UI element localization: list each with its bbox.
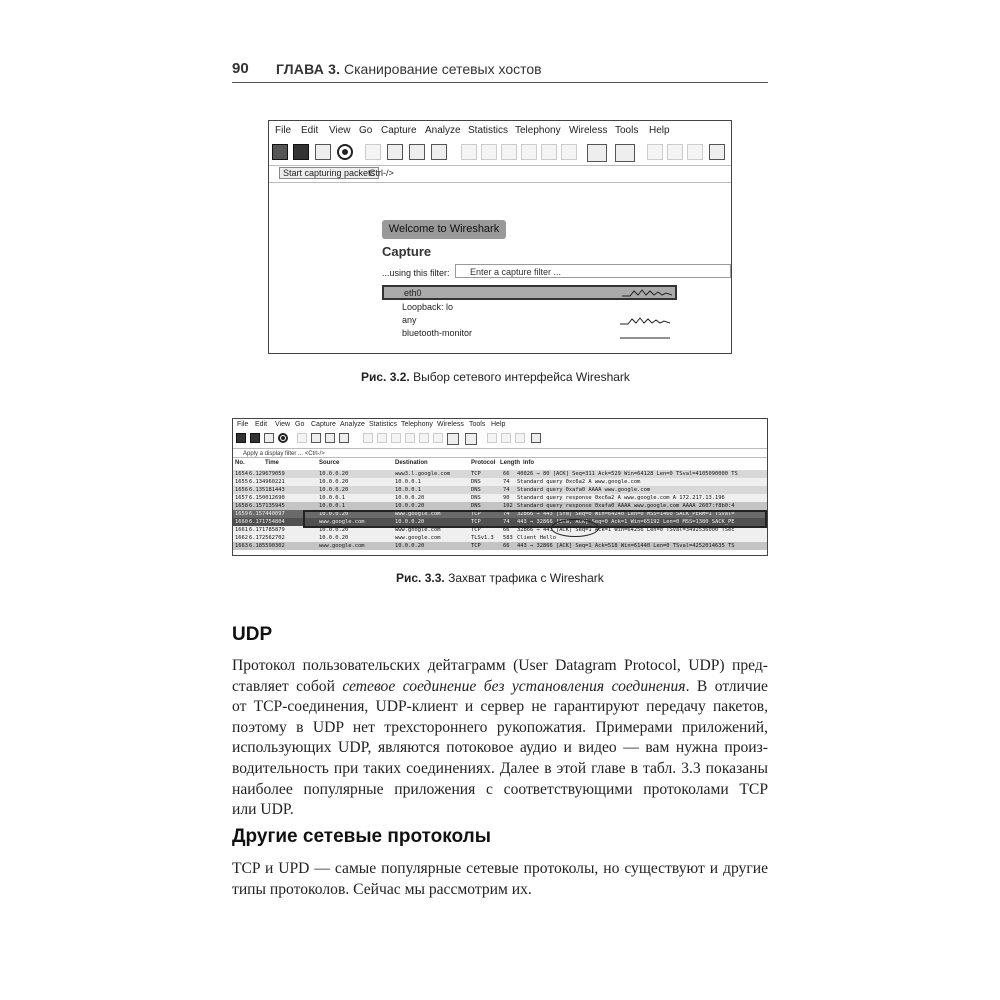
text-line: Протокол пользовательских дейтаграмм (User Datagram Protocol, UDP) пред- <box>232 657 768 674</box>
last-icon[interactable] <box>433 433 443 443</box>
interface-row-any[interactable] <box>382 315 731 327</box>
packet-row[interactable] <box>233 510 767 518</box>
save-file-icon[interactable] <box>311 433 321 443</box>
column-no[interactable]: No. <box>235 460 245 466</box>
packet-cell-len: 102 <box>503 503 513 509</box>
caption-number: Рис. 3.2. <box>361 370 410 384</box>
packet-cell-proto: TCP <box>471 519 481 525</box>
packet-cell-no: 1662 <box>235 535 248 541</box>
packet-row[interactable] <box>233 478 767 486</box>
save-file-icon[interactable] <box>387 144 403 160</box>
autoscroll-icon[interactable] <box>447 433 459 445</box>
packet-cell-no: 1658 <box>235 503 248 509</box>
packet-cell-time: 6.150012690 <box>249 495 285 501</box>
text-line: наиболее популярные приложения с соответствующими протоколами TCP <box>232 780 768 798</box>
packet-cell-info: 443 → 32866 [ACK] Seq=1 Ack=518 Win=61440 Len=0 TSval=4252014635 TS <box>517 543 735 549</box>
packet-cell-len: 66 <box>503 543 510 549</box>
packet-cell-src: 10.0.0.1 <box>319 495 345 501</box>
packet-cell-info: Standard query 0xc6a2 A www.google.com <box>517 479 641 485</box>
packet-row[interactable] <box>233 494 767 502</box>
sparkline-icon <box>622 288 672 298</box>
packet-list-header <box>233 460 767 469</box>
column-source[interactable]: Source <box>319 460 340 466</box>
packet-row[interactable] <box>233 542 767 550</box>
menu-item-view[interactable]: View <box>275 421 291 428</box>
open-file-icon[interactable] <box>365 144 381 160</box>
packet-cell-no: 1657 <box>235 495 248 501</box>
normal-size-icon[interactable] <box>515 433 525 443</box>
find-icon[interactable] <box>363 433 373 443</box>
packet-cell-src: 10.0.0.20 <box>319 527 349 533</box>
zoom-in-icon[interactable] <box>647 144 663 160</box>
text-line: от TCP-соединения, UDP-клиент и сервер не гарантируют передачу пакетов, <box>232 698 768 716</box>
goto-icon[interactable] <box>405 433 415 443</box>
tooltip-start-capturing: Start capturing packets <box>279 167 379 179</box>
text-line: типы протоколов. Сейчас мы рассмотрим их. <box>232 880 532 898</box>
menu-item-help[interactable]: Help <box>649 125 670 136</box>
chapter-title: Сканирование сетевых хостов <box>344 61 542 77</box>
packet-cell-info: Standard query response 0xafa0 AAAA www.google.com AAAA 2607:f8b0:4 <box>517 503 735 509</box>
packet-cell-dst: 10.0.0.20 <box>395 519 425 525</box>
capture-options-icon[interactable] <box>337 144 353 160</box>
packet-cell-time: 6.185590302 <box>249 543 285 549</box>
reload-icon[interactable] <box>431 144 447 160</box>
text-line: использующих UDP, являются потоковое аудио и видео — вам нужна произ- <box>232 739 768 757</box>
packet-cell-len: 74 <box>503 479 510 485</box>
packet-cell-proto: TCP <box>471 511 481 517</box>
packet-cell-dst: www.google.com <box>395 535 441 541</box>
packet-cell-info: 32866 → 443 [ACK] Seq=1 Ack=1 Win=64256 Len=0 TSval=3492536000 TSec <box>517 527 735 533</box>
figure-wireshark-capture <box>232 418 768 556</box>
packet-cell-dst: 10.0.0.20 <box>395 503 425 509</box>
packet-cell-time: 6.134960221 <box>249 479 285 485</box>
back-icon[interactable] <box>377 433 387 443</box>
packet-cell-no: 1663 <box>235 543 248 549</box>
main-toolbar <box>269 141 731 165</box>
packet-row[interactable] <box>233 526 767 534</box>
page-number: 90 <box>232 60 249 77</box>
menu-item-telephony[interactable]: Telephony <box>515 125 561 136</box>
menu-item-tools[interactable]: Tools <box>615 125 639 136</box>
interface-name: bluetooth-monitor <box>402 328 473 338</box>
back-icon[interactable] <box>481 144 497 160</box>
menu-item-capture[interactable]: Capture <box>381 125 417 136</box>
capture-filter-input[interactable]: Enter a capture filter ... <box>455 264 731 278</box>
packet-cell-proto: DNS <box>471 503 481 509</box>
packet-cell-len: 66 <box>503 471 510 477</box>
caption-text: Захват трафика с Wireshark <box>448 571 604 585</box>
packet-cell-proto: TCP <box>471 527 481 533</box>
stop-icon[interactable] <box>250 433 260 443</box>
resize-columns-icon[interactable] <box>531 433 541 443</box>
menu-item-wireless[interactable]: Wireless <box>569 125 608 136</box>
menu-item-go[interactable]: Go <box>359 125 373 136</box>
menu-item-analyze[interactable]: Analyze <box>340 421 365 428</box>
sparkline-icon <box>620 316 670 326</box>
packet-cell-src: 10.0.0.20 <box>319 511 349 517</box>
packet-cell-len: 74 <box>503 511 510 517</box>
colorize-icon[interactable] <box>615 144 635 162</box>
interface-name: Loopback: lo <box>402 302 454 312</box>
menu-item-analyze[interactable]: Analyze <box>425 125 461 136</box>
packet-cell-dst: www3.l.google.com <box>395 471 451 477</box>
text-line: TCP и UPD — самые популярные сетевые протоколы, но существуют и другие <box>232 860 768 877</box>
find-icon[interactable] <box>461 144 477 160</box>
zoom-out-icon[interactable] <box>501 433 511 443</box>
page-header <box>232 60 768 83</box>
packet-cell-dst: 10.0.0.1 <box>395 487 421 493</box>
menu-item-telephony[interactable]: Telephony <box>401 421 433 428</box>
packet-cell-info: Standard query response 0xc6a2 A www.google.com A 172.217.13.196 <box>517 495 725 501</box>
menu-bar <box>233 421 767 431</box>
packet-row[interactable] <box>233 502 767 510</box>
menu-item-edit[interactable]: Edit <box>255 421 268 428</box>
restart-icon[interactable] <box>315 144 331 160</box>
capture-heading: Capture <box>382 244 432 259</box>
packet-cell-len: 74 <box>503 519 510 525</box>
column-destination[interactable]: Destination <box>395 460 428 466</box>
menu-bar <box>269 125 731 141</box>
packet-cell-proto: DNS <box>471 479 481 485</box>
resize-columns-icon[interactable] <box>709 144 725 160</box>
restart-icon[interactable] <box>264 433 274 443</box>
packet-cell-proto: DNS <box>471 487 481 493</box>
packet-cell-src: 10.0.0.1 <box>319 503 345 509</box>
forward-icon[interactable] <box>391 433 401 443</box>
packet-row[interactable] <box>233 486 767 494</box>
packet-cell-time: 6.171754804 <box>249 519 285 525</box>
packet-cell-no: 1655 <box>235 479 248 485</box>
packet-cell-time: 6.157135945 <box>249 503 285 509</box>
packet-cell-no: 1656 <box>235 487 248 493</box>
packet-cell-no: 1659 <box>235 511 248 517</box>
interface-name: any <box>402 315 417 325</box>
packet-cell-time: 6.129679059 <box>249 471 285 477</box>
stop-icon[interactable] <box>293 144 309 160</box>
open-file-icon[interactable] <box>297 433 307 443</box>
text-segment: . В отличие <box>685 677 768 695</box>
column-protocol[interactable]: Protocol <box>471 460 496 466</box>
menu-item-wireless[interactable]: Wireless <box>437 421 464 428</box>
interface-row-eth0[interactable] <box>382 285 677 300</box>
packet-cell-no: 1654 <box>235 471 248 477</box>
shark-fin-icon[interactable] <box>272 144 288 160</box>
section-heading-udp: UDP <box>232 624 273 645</box>
menu-item-view[interactable]: View <box>329 125 351 136</box>
caption-text: Выбор сетевого интерфейса Wireshark <box>413 370 630 384</box>
goto-icon[interactable] <box>521 144 537 160</box>
shark-fin-icon[interactable] <box>236 433 246 443</box>
packet-cell-src: 10.0.0.20 <box>319 479 349 485</box>
packet-cell-time: 6.172562702 <box>249 535 285 541</box>
packet-cell-src: www.google.com <box>319 543 365 549</box>
interface-row-loopback[interactable] <box>382 302 731 314</box>
packet-cell-dst: 10.0.0.20 <box>395 543 425 549</box>
packet-cell-info: Standard query 0xafa0 AAAA www.google.com <box>517 487 651 493</box>
text-segment: ставляет собой <box>232 677 343 695</box>
packet-cell-src: 10.0.0.20 <box>319 471 349 477</box>
column-length[interactable]: Length <box>500 460 520 466</box>
packet-cell-proto: TLSv1.3 <box>471 535 494 541</box>
packet-row[interactable] <box>233 470 767 478</box>
packet-cell-dst: www.google.com <box>395 511 441 517</box>
packet-cell-src: www.google.com <box>319 519 365 525</box>
text-line: или UDP. <box>232 801 294 819</box>
text-line: водительность при таких соединениях. Далее в этой главе в табл. 3.3 показаны <box>232 759 768 777</box>
caption-number: Рис. 3.3. <box>396 571 445 585</box>
packet-cell-no: 1660 <box>235 519 248 525</box>
packet-cell-proto: DNS <box>471 495 481 501</box>
section-heading-other-protocols: Другие сетевые протоколы <box>232 826 491 847</box>
packet-cell-len: 74 <box>503 487 510 493</box>
menu-item-file[interactable]: File <box>275 125 292 136</box>
figure-caption-3-3 <box>396 571 604 585</box>
menu-item-file[interactable]: File <box>237 421 249 428</box>
packet-cell-time: 6.157440097 <box>249 511 285 517</box>
reload-icon[interactable] <box>339 433 349 443</box>
menu-item-go[interactable]: Go <box>295 421 305 428</box>
packet-cell-dst: www.google.com <box>395 527 441 533</box>
italic-term: сетевое соединение без установления соединения <box>342 677 686 695</box>
tooltip-shortcut: Ctrl-/> <box>369 168 394 178</box>
column-info[interactable]: Info <box>523 460 534 466</box>
packet-cell-src: 10.0.0.20 <box>319 535 349 541</box>
autoscroll-icon[interactable] <box>587 144 607 162</box>
menu-item-statistics[interactable]: Statistics <box>369 421 398 428</box>
normal-size-icon[interactable] <box>687 144 703 160</box>
packet-row[interactable] <box>233 534 767 542</box>
welcome-banner: Welcome to Wireshark <box>382 220 506 239</box>
figure-wireshark-interface-select <box>268 120 732 354</box>
menu-item-capture[interactable]: Capture <box>311 421 336 428</box>
menu-item-tools[interactable]: Tools <box>469 421 486 428</box>
packet-cell-info: 443 → 32866 [SYN, ACK] Seq=0 Ack=1 Win=65192 Len=0 MSS=1380 SACK_PE <box>517 519 735 525</box>
paragraph-udp <box>232 656 768 821</box>
menu-item-edit[interactable]: Edit <box>301 125 319 136</box>
packet-cell-src: 10.0.0.20 <box>319 487 349 493</box>
colorize-icon[interactable] <box>465 433 477 445</box>
packet-cell-dst: 10.0.0.1 <box>395 479 421 485</box>
last-icon[interactable] <box>561 144 577 160</box>
close-file-icon[interactable] <box>409 144 425 160</box>
figure-caption-3-2 <box>361 370 630 384</box>
capture-options-icon[interactable] <box>278 433 288 443</box>
packet-cell-no: 1661 <box>235 527 248 533</box>
tooltip-bar <box>269 165 731 183</box>
packet-cell-proto: TCP <box>471 543 481 549</box>
interface-name: eth0 <box>404 288 422 298</box>
zoom-out-icon[interactable] <box>667 144 683 160</box>
packet-cell-time: 6.171785879 <box>249 527 285 533</box>
packet-cell-proto: TCP <box>471 471 481 477</box>
packet-cell-info: 32866 → 443 [SYN] Seq=0 Win=64240 Len=0 MSS=1460 SACK_PERM=1 TSval= <box>517 511 735 517</box>
packet-row[interactable] <box>233 518 767 526</box>
packet-cell-len: 66 <box>503 527 510 533</box>
column-time[interactable]: Time <box>265 460 279 466</box>
chapter-label: ГЛАВА 3. <box>276 61 341 77</box>
packet-cell-info: 40026 → 80 [ACK] Seq=311 Ack=529 Win=64128 Len=0 TSval=4105090000 TS <box>517 471 738 477</box>
packet-cell-time: 6.135181443 <box>249 487 285 493</box>
main-toolbar <box>233 431 767 447</box>
close-file-icon[interactable] <box>325 433 335 443</box>
packet-cell-len: 90 <box>503 495 510 501</box>
menu-item-statistics[interactable]: Statistics <box>468 125 509 136</box>
paragraph-other-protocols <box>232 859 768 900</box>
packet-cell-len: 583 <box>503 535 513 541</box>
text-line <box>232 677 768 698</box>
interface-row-bluetooth[interactable] <box>382 328 731 340</box>
menu-item-help[interactable]: Help <box>491 421 506 428</box>
first-icon[interactable] <box>541 144 557 160</box>
packet-cell-info: Client Hello <box>517 535 556 541</box>
sparkline-icon <box>620 329 670 339</box>
forward-icon[interactable] <box>501 144 517 160</box>
text-line: поэтому в UDP нет трехстороннего рукопожатия. Примерами приложений, <box>232 718 768 736</box>
display-filter-input[interactable]: Apply a display filter ... <Ctrl-/> <box>233 448 767 458</box>
first-icon[interactable] <box>419 433 429 443</box>
packet-cell-dst: 10.0.0.20 <box>395 495 425 501</box>
zoom-in-icon[interactable] <box>487 433 497 443</box>
capture-filter-label: ...using this filter: <box>382 268 450 278</box>
